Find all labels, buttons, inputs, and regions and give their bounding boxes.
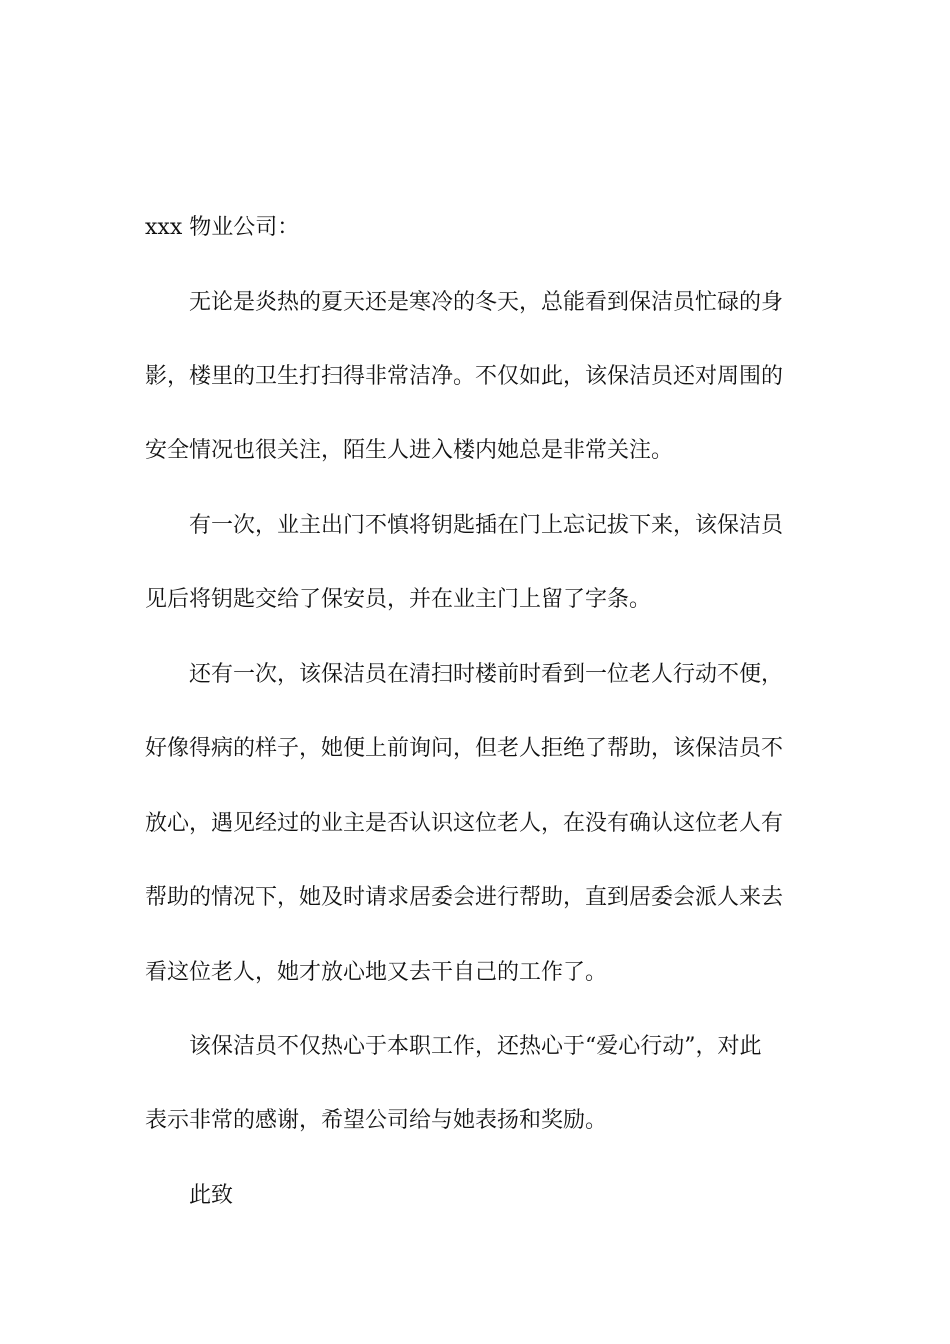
paragraph-line: 无论是炎热的夏天还是寒冷的冬天，总能看到保洁员忙碌的身 xyxy=(189,290,784,315)
paragraph-line: 还有一次，该保洁员在清扫时楼前时看到一位老人行动不便， xyxy=(189,662,784,687)
paragraph-line: 该保洁员不仅热心于本职工作，还热心于“爱心行动”，对此 xyxy=(189,1034,762,1059)
paragraph-line: 好像得病的样子，她便上前询问，但老人拒绝了帮助，该保洁员不 xyxy=(145,736,784,761)
paragraph-line: 帮助的情况下，她及时请求居委会进行帮助，直到居委会派人来去 xyxy=(145,885,784,910)
paragraph-line: 放心，遇见经过的业主是否认识这位老人，在没有确认这位老人有 xyxy=(145,811,784,836)
paragraph-line: 有一次，业主出门不慎将钥匙插在门上忘记拔下来，该保洁员 xyxy=(189,513,784,538)
paragraph-line: 影，楼里的卫生打扫得非常洁净。不仅如此，该保洁员还对周围的 xyxy=(145,364,784,389)
closing: 此致 xyxy=(189,1183,234,1208)
paragraph-line: 见后将钥匙交给了保安员，并在业主门上留了字条。 xyxy=(145,587,652,612)
salutation: xxx 物业公司： xyxy=(145,215,300,240)
paragraph-line: 看这位老人，她才放心地又去干自己的工作了。 xyxy=(145,960,608,985)
paragraph-line: 表示非常的感谢，希望公司给与她表扬和奖励。 xyxy=(145,1108,608,1133)
paragraph-line: 安全情况也很关注，陌生人进入楼内她总是非常关注。 xyxy=(145,438,674,463)
